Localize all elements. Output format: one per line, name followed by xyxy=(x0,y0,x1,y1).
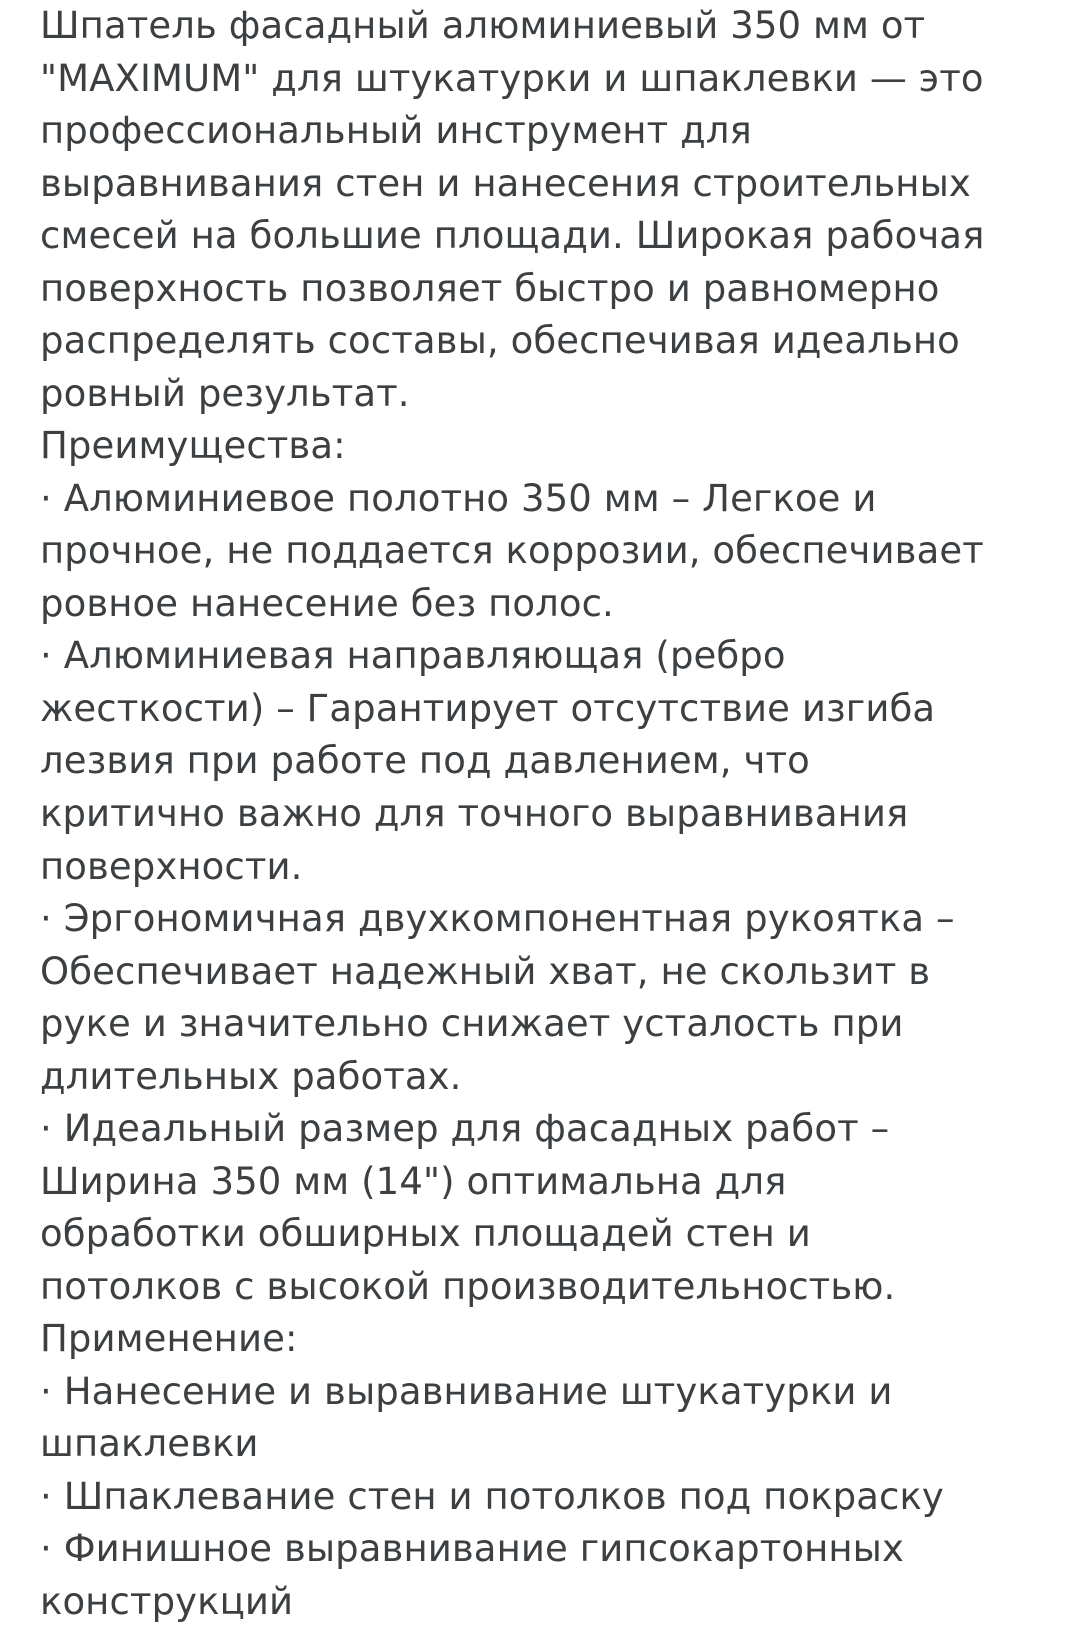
advantages-heading: Преимущества: xyxy=(40,424,346,468)
application-heading: Применение: xyxy=(40,1317,298,1361)
application-item-1: · Нанесение и выравнивание штукатурки и шпаклевки xyxy=(40,1369,905,1466)
description-intro-paragraph: Шпатель фасадный алюминиевый 350 мм от "MAXIMUM" для штукатурки и шпаклевки — это профессиональный инструмент для выравнивания стен и нанесения строительных смесей на большие площади. Широкая рабочая поверхность позволяет быстро и равномерно распределять составы, обеспечивая идеально ровный результат. xyxy=(40,4,997,415)
application-item-2: · Шпаклевание стен и потолков под покраску xyxy=(40,1474,944,1518)
advantage-item-4: · Идеальный размер для фасадных работ – Ширина 350 мм (14") оптимальна для обработки обширных площадей стен и потолков с высокой производительностью. xyxy=(40,1107,902,1308)
application-item-3: · Финишное выравнивание гипсокартонных конструкций xyxy=(40,1527,916,1623)
advantage-item-2: · Алюминиевая направляющая (ребро жесткости) – Гарантирует отсутствие изгиба лезвия при работе под давлением, что критично важно для точного выравнивания поверхности. xyxy=(40,634,948,888)
product-description-text xyxy=(40,0,1002,1628)
advantage-item-3: · Эргономичная двухкомпонентная рукоятка – Обеспечивает надежный хват, не скользит в руке и значительно снижает усталость при длительных работах. xyxy=(40,897,967,1098)
advantage-item-1: · Алюминиевое полотно 350 мм – Легкое и прочное, не поддается коррозии, обеспечивает ровное нанесение без полос. xyxy=(40,476,996,625)
